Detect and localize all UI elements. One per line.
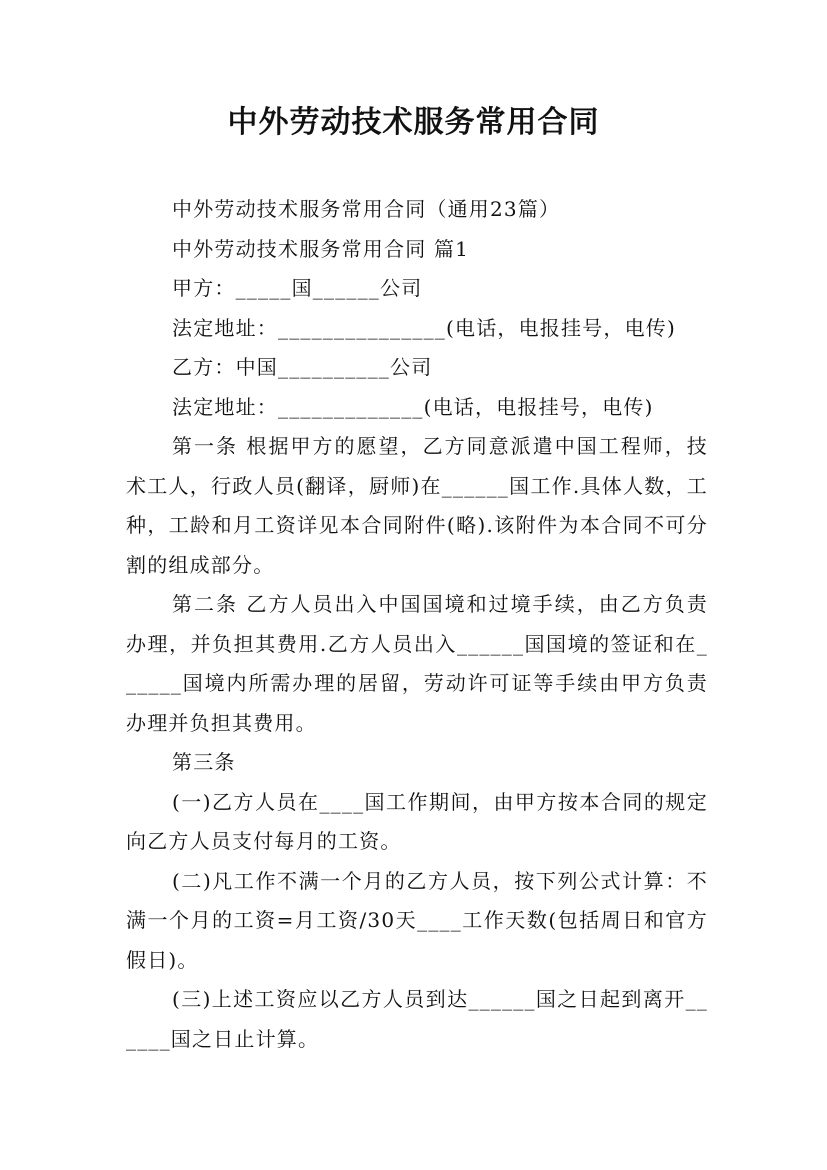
- document-body: [126, 190, 708, 1059]
- paragraph-party-a: 甲方：_____国______公司: [172, 276, 423, 300]
- paragraph-article-3-item-2: (二)凡工作不满一个月的乙方人员，按下列公式计算：不满一个月的工资=月工资/30天____工作天数(包括周日和官方假日)。: [126, 868, 708, 972]
- paragraph-party-a-address: 法定地址：_______________(电话，电报挂号，电传): [172, 315, 677, 340]
- paragraph-article-3-item-1: (一)乙方人员在____国工作期间，由甲方按本合同的规定向乙方人员支付每月的工资。: [126, 789, 708, 853]
- paragraph-party-b: 乙方：中国__________公司: [172, 355, 433, 379]
- paragraph-series-title: 中外劳动技术服务常用合同（通用23篇）: [172, 197, 561, 221]
- paragraph-party-b-address: 法定地址：_____________(电话，电报挂号，电传): [172, 394, 654, 419]
- document-title: 中外劳动技术服务常用合同: [227, 105, 600, 140]
- paragraph-part-heading: 中外劳动技术服务常用合同 篇1: [172, 236, 470, 261]
- paragraph-article-2: 第二条 乙方人员出入中国国境和过境手续，由乙方负责办理，并负担其费用.乙方人员出入______国国境的签证和在______国境内所需办理的居留，劳动许可证等手续由甲方负责办理并负担其费用。: [126, 592, 708, 735]
- paragraph-article-3-heading: 第三条: [172, 750, 236, 774]
- paragraph-article-1: 第一条 根据甲方的愿望，乙方同意派遣中国工程师，技术工人，行政人员(翻译，厨师)在______国工作.具体人数，工种，工龄和月工资详见本合同附件(略).该附件为本合同不可分割的组成部分。: [126, 434, 708, 577]
- paragraph-article-3-item-3: (三)上述工资应以乙方人员到达______国之日起到离开______国之日止计算。: [126, 987, 708, 1051]
